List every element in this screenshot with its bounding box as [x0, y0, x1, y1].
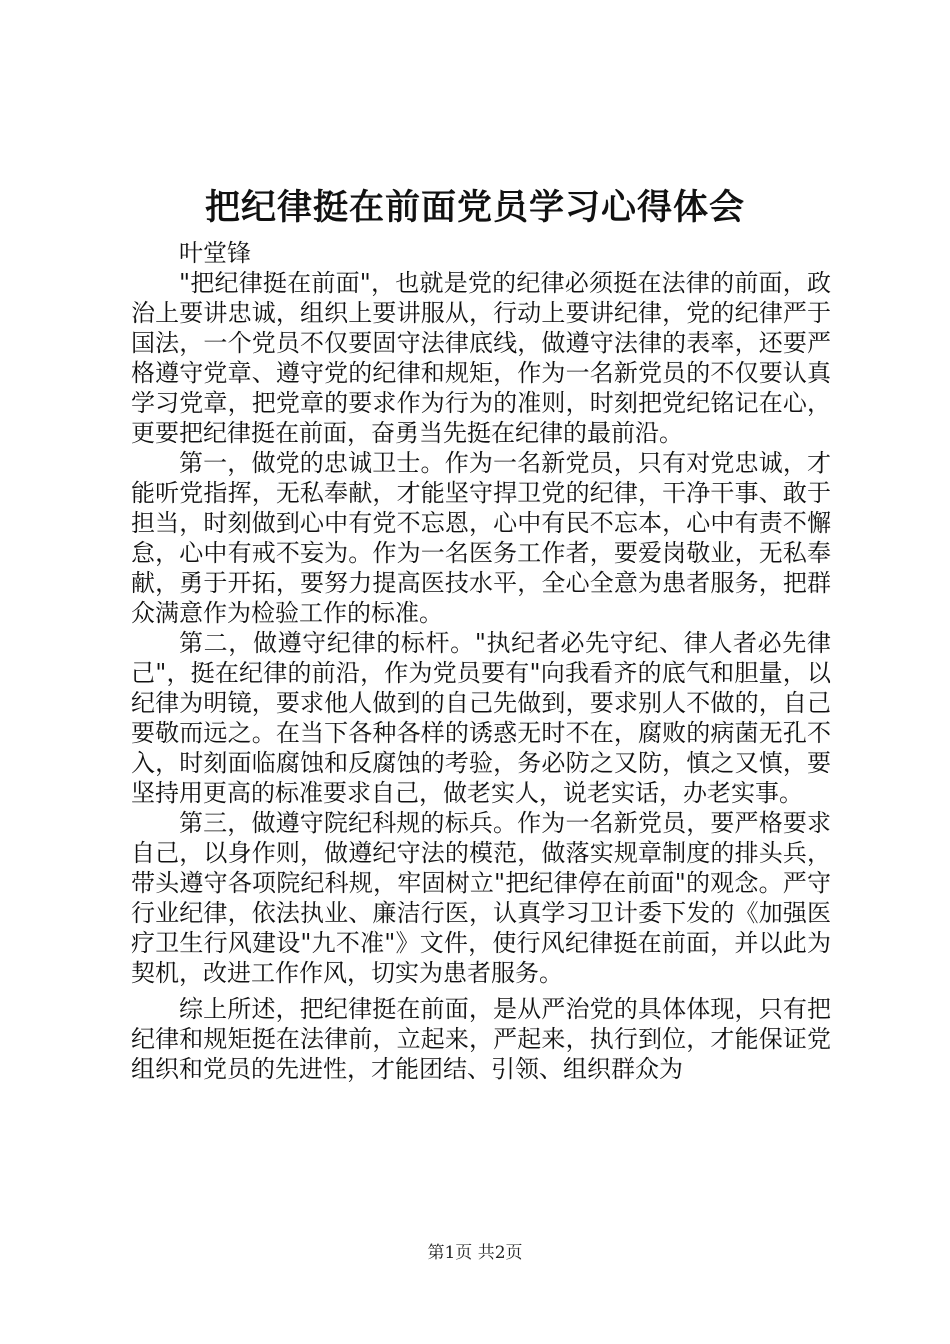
paragraph-second: 第二，做遵守纪律的标杆。"执纪者必先守纪、律人者必先律己"，挺在纪律的前沿，作为党员要有"向我看齐的底气和胆量，以纪律为明镜，要求他人做到的自己先做到，要求别人不做的，自己要敬而远之。在当下各种各样的诱惑无时不在，腐败的病菌无孔不入，时刻面临腐蚀和反腐蚀的考验，务必防之又防，慎之又慎，要坚持用更高的标准要求自己，做老实人，说老实话，办老实事。	[131, 629, 831, 807]
paragraph-intro: "把纪律挺在前面"，也就是党的纪律必须挺在法律的前面，政治上要讲忠诚，组织上要讲服从，行动上要讲纪律，党的纪律严于国法，一个党员不仅要固守法律底线，做遵守法律的表率，还要严格遵守党章、遵守党的纪律和规矩，作为一名新党员的不仅要认真学习党章，把党章的要求作为行为的准则，时刻把党纪铭记在心，更要把纪律挺在前面，奋勇当先挺在纪律的最前沿。	[131, 269, 831, 447]
author-name: 叶堂锋	[179, 239, 251, 267]
paragraph-conclusion: 综上所述，把纪律挺在前面，是从严治党的具体体现，只有把纪律和规矩挺在法律前，立起来，严起来，执行到位，才能保证党组织和党员的先进性，才能团结、引领、组织群众为	[131, 995, 831, 1083]
document-title: 把纪律挺在前面党员学习心得体会	[204, 187, 745, 228]
paragraph-third: 第三，做遵守院纪科规的标兵。作为一名新党员，要严格要求自己，以身作则，做遵纪守法的模范，做落实规章制度的排头兵，带头遵守各项院纪科规，牢固树立"把纪律停在前面"的观念。严守行业纪律，依法执业、廉洁行医，认真学习卫计委下发的《加强医疗卫生行风建设"九不准"》文件，使行风纪律挺在前面，并以此为契机，改进工作作风，切实为患者服务。	[131, 809, 831, 987]
page-number-footer: 第1页 共2页	[427, 1243, 523, 1263]
paragraph-first: 第一，做党的忠诚卫士。作为一名新党员，只有对党忠诚，才能听党指挥，无私奉献，才能坚守捍卫党的纪律，干净干事、敢于担当，时刻做到心中有党不忘恩，心中有民不忘本，心中有责不懈怠，心中有戒不妄为。作为一名医务工作者，要爱岗敬业，无私奉献，勇于开拓，要努力提高医技水平，全心全意为患者服务，把群众满意作为检验工作的标准。	[131, 449, 831, 627]
document-body	[131, 238, 831, 1084]
